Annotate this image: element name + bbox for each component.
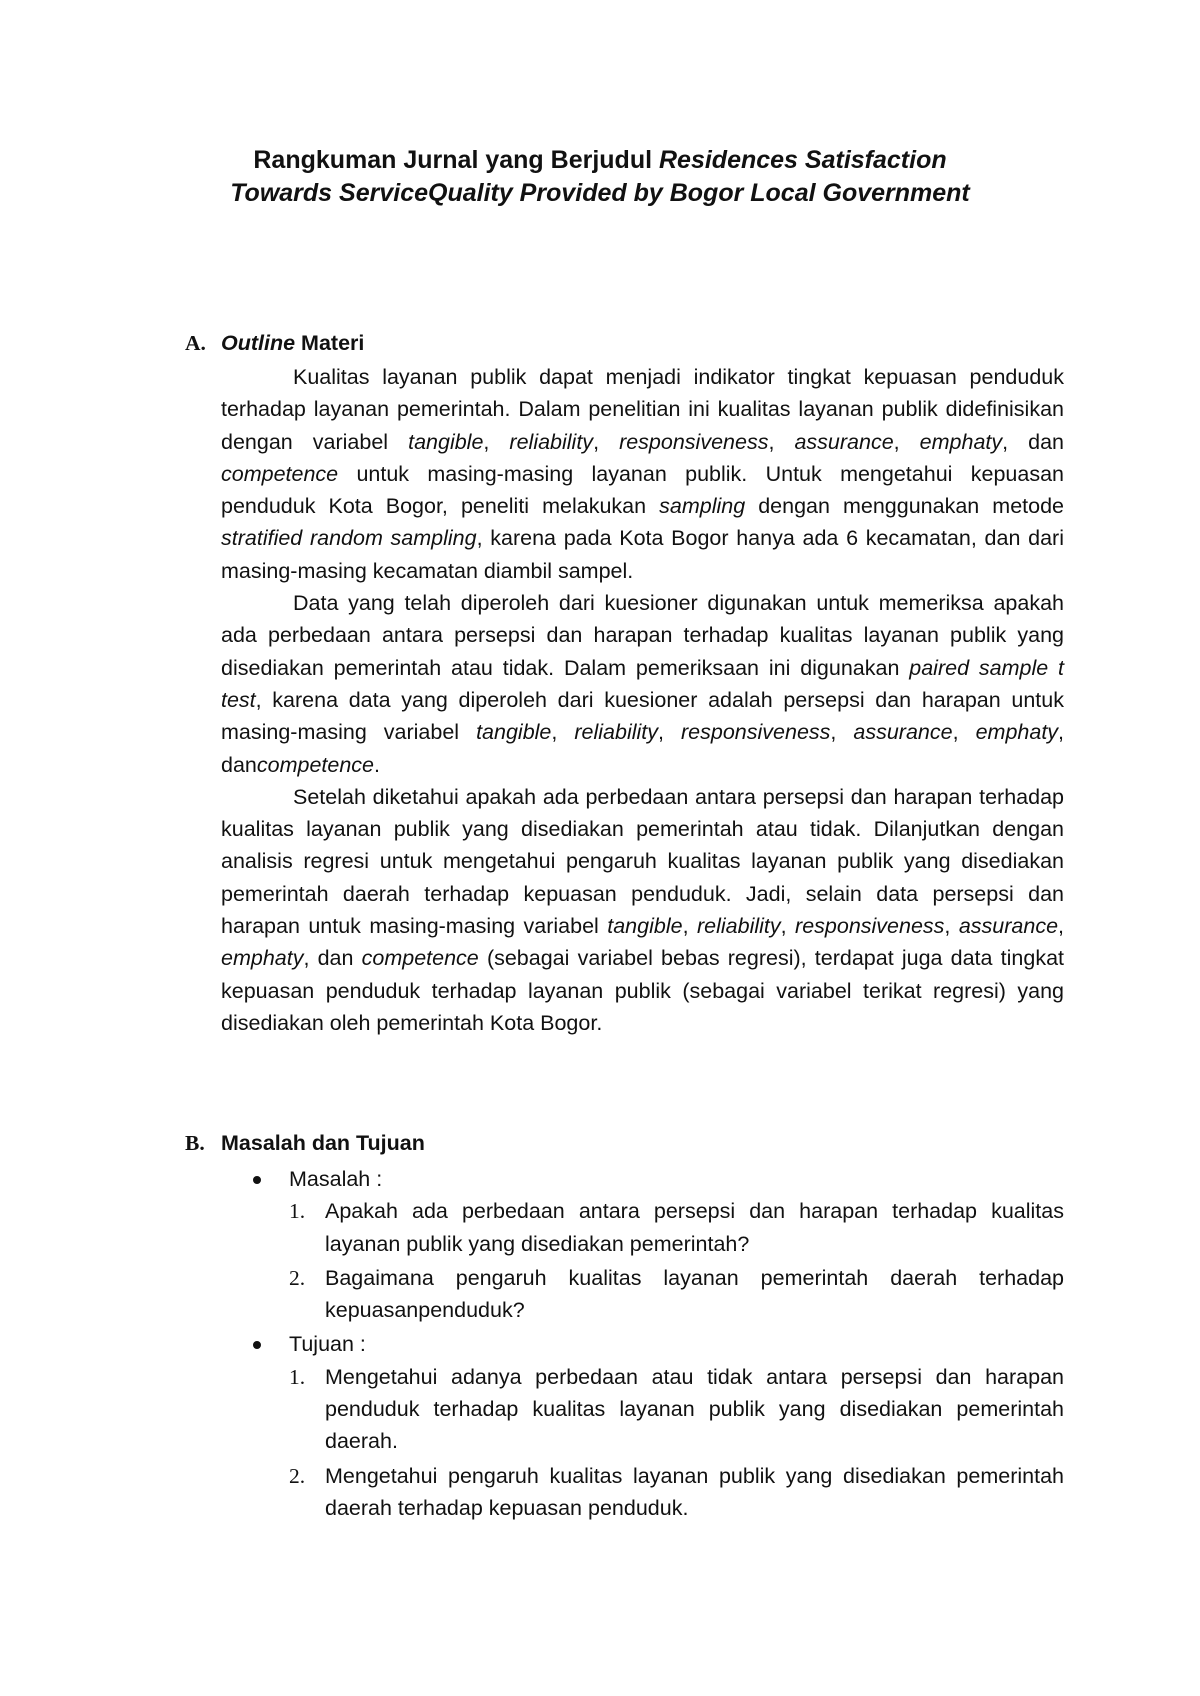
masalah-label: Masalah : <box>289 1167 383 1191</box>
title-italic-line1: Residences Satisfaction <box>659 146 947 174</box>
section-a-heading-rest: Materi <box>295 331 365 355</box>
paragraph-2: Data yang telah diperoleh dari kuesioner digunakan untuk memeriksa apakah ada perbedaan antara persepsi dan harapan terhadap kualitas layanan publik yang disediakan pemerintah atau tidak. Dalam pemeriksaan ini digunakan paired sample t test, karena data yang diperoleh dari kuesioner adalah persepsi dan harapan untuk masing-masing variabel tangible, reliability, responsiveness, assurance, emphaty, dancompetence. <box>221 591 1065 777</box>
section-b-marker: B. <box>185 1131 205 1155</box>
bullet-masalah <box>185 1163 1065 1326</box>
section-a-marker: A. <box>185 331 206 355</box>
list-item: 2. Bagaimana pengaruh kualitas layanan pemerintah daerah terhadap kepuasanpenduduk? <box>289 1265 1064 1323</box>
list-item: 1. Mengetahui adanya perbedaan atau tidak antara persepsi dan harapan penduduk terhadap kualitas layanan publik yang disediakan pemerintah daerah. <box>289 1364 1064 1454</box>
title-italic-line2: Towards ServiceQuality Provided by Bogor Local Government <box>230 179 970 207</box>
title-prefix: Rangkuman Jurnal yang Berjudul <box>253 146 659 174</box>
bullet-icon <box>253 1341 261 1349</box>
bullet-icon <box>253 1176 261 1184</box>
section-outline-materi <box>185 327 1065 1039</box>
section-a-heading <box>185 327 1065 359</box>
paragraph-3: Setelah diketahui apakah ada perbedaan antara persepsi dan harapan terhadap kualitas layanan publik yang disediakan pemerintah atau tidak. Dilanjutkan dengan analisis regresi untuk mengetahui pengaruh kualitas layanan publik yang disediakan pemerintah daerah terhadap kepuasan penduduk. Jadi, selain data persepsi dan harapan untuk masing-masing variabel tangible, reliability, responsiveness, assurance, emphaty, dan competence (sebagai variabel bebas regresi), terdapat juga data tingkat kepuasan penduduk terhadap layanan publik (sebagai variabel terikat regresi) yang disediakan oleh pemerintah Kota Bogor. <box>221 784 1065 1035</box>
bullet-list <box>185 1163 1065 1524</box>
list-item: 2. Mengetahui pengaruh kualitas layanan publik yang disediakan pemerintah daerah terhadap kepuasan penduduk. <box>289 1463 1064 1520</box>
masalah-list <box>289 1195 1064 1326</box>
section-a-heading-italic: Outline <box>221 331 296 355</box>
tujuan-label: Tujuan : <box>289 1332 366 1357</box>
section-a-body <box>221 361 1064 1039</box>
list-item: 1. Apakah ada perbedaan antara persepsi dan harapan terhadap kualitas layanan publik yang disediakan pemerintah? <box>289 1199 1064 1256</box>
section-b-heading-text: Masalah dan Tujuan <box>221 1131 425 1155</box>
section-b-heading <box>185 1127 1065 1159</box>
section-masalah-tujuan <box>185 1127 1065 1526</box>
paragraph-1: Kualitas layanan publik dapat menjadi indikator tingkat kepuasan penduduk terhadap layanan pemerintah. Dalam penelitian ini kualitas layanan publik didefinisikan dengan variabel tangible, reliability, responsiveness, assurance, emphaty, dan competence untuk masing-masing layanan publik. Untuk mengetahui kepuasan penduduk Kota Bogor, peneliti melakukan sampling dengan menggunakan metode stratified random sampling, karena pada Kota Bogor hanya ada 6 kecamatan, dan dari masing-masing kecamatan diambil sampel. <box>221 365 1065 583</box>
bullet-tujuan <box>185 1328 1065 1524</box>
tujuan-list <box>289 1361 1064 1524</box>
document-title <box>150 144 1050 210</box>
